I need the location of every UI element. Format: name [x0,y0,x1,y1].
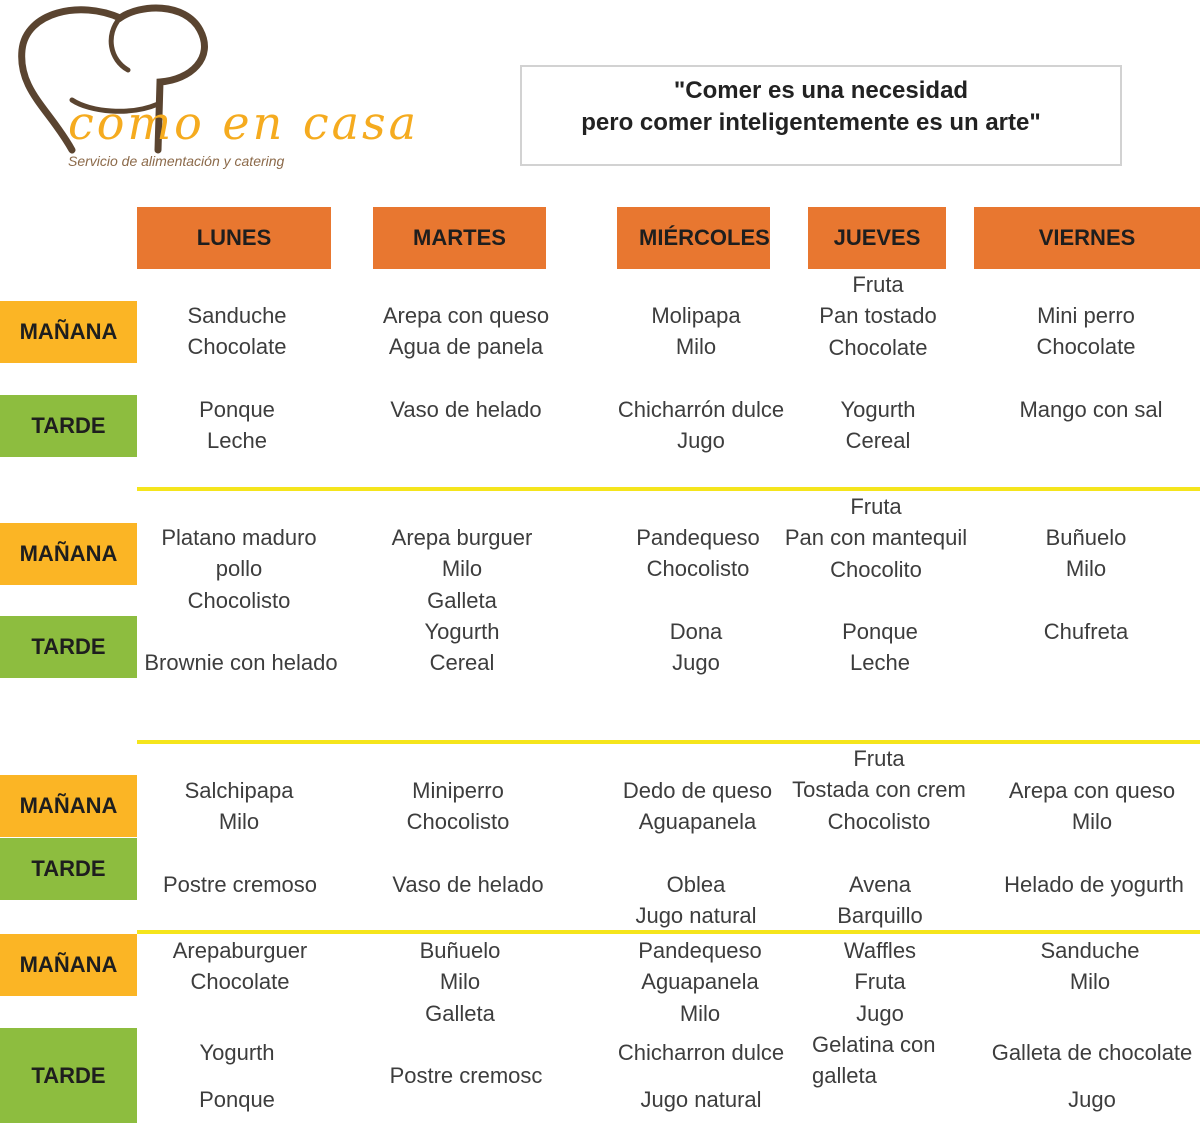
menu-item-text: Chocolate [828,334,928,360]
period-label-morning: MAÑANA [0,775,137,837]
period-label-afternoon: TARDE [0,616,137,678]
menu-cell [984,775,1200,838]
menu-cell [360,935,560,1029]
period-label-morning: MAÑANA [0,301,137,363]
menu-item-text: Yogurth [199,1040,275,1065]
menu-cell [780,616,980,679]
menu-item-text: Milo [1065,556,1107,582]
menu-item-text: Pandequeso [638,938,762,963]
menu-cell [366,869,570,900]
logo-name: como en casa [68,96,420,150]
menu-item-text: Fruta [854,969,906,995]
period-label-morning: MAÑANA [0,523,137,585]
menu-cell [366,300,566,363]
menu-item-text: Milo [1071,809,1113,835]
menu-item-text: Chicharrón dulce [617,397,785,422]
menu-item-text: Mini perro [1037,303,1135,328]
menu-item-text: Chocolisto [646,556,750,582]
period-label-afternoon: TARDE [0,1028,137,1123]
menu-cell [358,775,558,838]
menu-cell [137,300,337,363]
period-label-morning: MAÑANA [0,934,137,996]
week-divider [137,740,1200,744]
menu-cell [362,522,562,616]
menu-item-text: Vaso de helado [390,397,542,422]
menu-item-text: Milo [1069,969,1111,995]
day-header-viernes: VIERNES [974,207,1200,269]
menu-item-text: Mango con sal [1019,397,1163,422]
menu-cell [780,869,980,932]
menu-item-text: Buñuelo [419,938,501,963]
menu-cell [362,616,562,679]
menu-cell [366,1060,566,1091]
menu-item-text: Fruta [852,272,904,297]
menu-item-text: Chocolate [190,969,290,995]
menu-item-text: Chocolate [1036,334,1136,360]
menu-cell [366,394,566,425]
menu-cell [596,394,806,457]
menu-item-text: Pan tostado [819,303,937,329]
menu-item-text: Dona [669,619,723,644]
menu-item-text: Fruta [850,494,902,519]
menu-item-text: Helado de yogurth [1004,872,1184,897]
menu-item-text: Milo [679,1000,721,1026]
menu-item-text: Chocolate [187,334,287,360]
menu-item-text: Arepa con queso [382,303,550,328]
menu-item-text: Agua de panela [388,334,544,360]
menu-item-text: Sanduche [187,303,287,328]
menu-item-text: Chocolisto [827,808,931,834]
menu-cell [984,1029,1200,1123]
menu-item-text: pollo [215,556,263,582]
menu-cell [137,869,343,900]
menu-item-text: Jugo [672,650,720,676]
menu-item-text: Sanduche [1040,938,1140,963]
menu-item-text: Chocolisto [406,809,510,835]
menu-item-text: Arepaburguer [172,938,308,963]
menu-cell [600,935,800,1029]
menu-item-text: Arepa con queso [1008,778,1176,803]
menu-cell [137,1029,337,1123]
menu-item-text: Ponque [199,397,275,422]
menu-cell [986,300,1186,363]
menu-item-text: Aguapanela [641,969,759,995]
day-header-jueves: JUEVES [808,207,946,269]
menu-cell [598,522,798,585]
menu-item-text: Pandequeso [636,525,760,550]
menu-item-text: Chocolito [830,556,922,582]
menu-item-text: Jugo [677,428,725,454]
menu-item-text: Avena [849,872,911,897]
menu-item-text: Milo [441,556,483,582]
menu-cell [990,935,1190,998]
menu-item-text: Postre cremoso [162,872,318,897]
menu-cell [780,743,978,837]
menu-item-text: galleta [812,1063,877,1089]
menu-cell [596,1029,806,1123]
menu-item-text: Tostada con crem [792,777,966,803]
menu-cell [610,775,785,838]
menu-item-text: Leche [207,428,267,454]
menu-cell [137,647,345,678]
menu-cell [596,869,796,932]
menu-item-text: Jugo [1068,1087,1116,1112]
menu-item-text: Gelatina con [812,1032,936,1057]
menu-item-text: Ponque [842,619,918,644]
menu-item-text: Jugo [856,1000,904,1026]
menu-item-text: Jugo natural [635,903,757,929]
menu-item-text: Vaso de helado [392,872,544,897]
menu-cell [137,935,343,998]
period-label-afternoon: TARDE [0,838,137,900]
menu-item-text: Chicharron dulce [617,1040,785,1065]
menu-item-text: Leche [850,650,910,676]
menu-cell [778,394,978,457]
menu-item-text: Yogurth [424,619,500,644]
menu-item-text: Galleta [427,587,497,613]
menu-item-text: Dedo de queso [622,778,773,803]
menu-cell [776,491,976,585]
menu-cell [778,269,978,363]
menu-item-text: Galleta [425,1000,495,1026]
menu-cell [137,522,341,616]
menu-item-text: Cereal [429,650,495,676]
menu-item-text: Oblea [666,872,726,897]
day-header-miercoles: MIÉRCOLES [617,207,770,269]
menu-item-text: Salchipapa [184,778,294,803]
menu-item-text: Barquillo [837,903,923,929]
menu-cell [986,616,1186,647]
quote-box [520,65,1122,166]
menu-item-text: Molipapa [651,303,741,328]
menu-item-text: Milo [439,969,481,995]
quote-line-1: "Comer es una necesidad [673,77,969,104]
week-divider [137,487,1200,491]
menu-item-text: Milo [218,809,260,835]
menu-item-text: Buñuelo [1045,525,1127,550]
menu-item-text: Galleta de chocolate [991,1040,1193,1065]
period-label-afternoon: TARDE [0,395,137,457]
menu-item-text: Chocolisto [187,587,291,613]
menu-item-text: Ponque [199,1087,275,1112]
menu-item-text: Fruta [853,746,905,771]
day-header-lunes: LUNES [137,207,331,269]
menu-cell [986,522,1186,585]
menu-item-text: Chufreta [1043,619,1129,644]
menu-item-text: Miniperro [412,778,504,803]
menu-cell [988,869,1200,900]
menu-cell [780,935,980,1029]
menu-item-text: Yogurth [840,397,916,422]
menu-cell [137,394,337,457]
menu-cell [596,616,796,679]
menu-item-text: Brownie con helado [144,650,338,675]
menu-cell [986,394,1196,425]
menu-item-text: Arepa burguer [391,525,533,550]
logo-tagline: Servicio de alimentación y catering [68,153,285,169]
menu-item-text: Pan con mantequil [784,525,968,551]
menu-item-text: Jugo natural [640,1087,762,1112]
menu-item-text: Platano maduro [161,525,317,550]
quote-line-2: pero comer inteligentemente es un arte" [581,109,1041,136]
menu-item-text: Waffles [843,938,917,963]
day-header-martes: MARTES [373,207,546,269]
menu-cell [800,1029,982,1092]
menu-item-text: Milo [675,334,717,360]
brand-logo [10,0,470,185]
menu-item-text: Aguapanela [638,809,757,835]
menu-cell [596,300,796,363]
menu-cell [137,775,341,838]
menu-item-text: Cereal [845,428,911,454]
menu-item-text: Postre cremosc [389,1063,543,1088]
